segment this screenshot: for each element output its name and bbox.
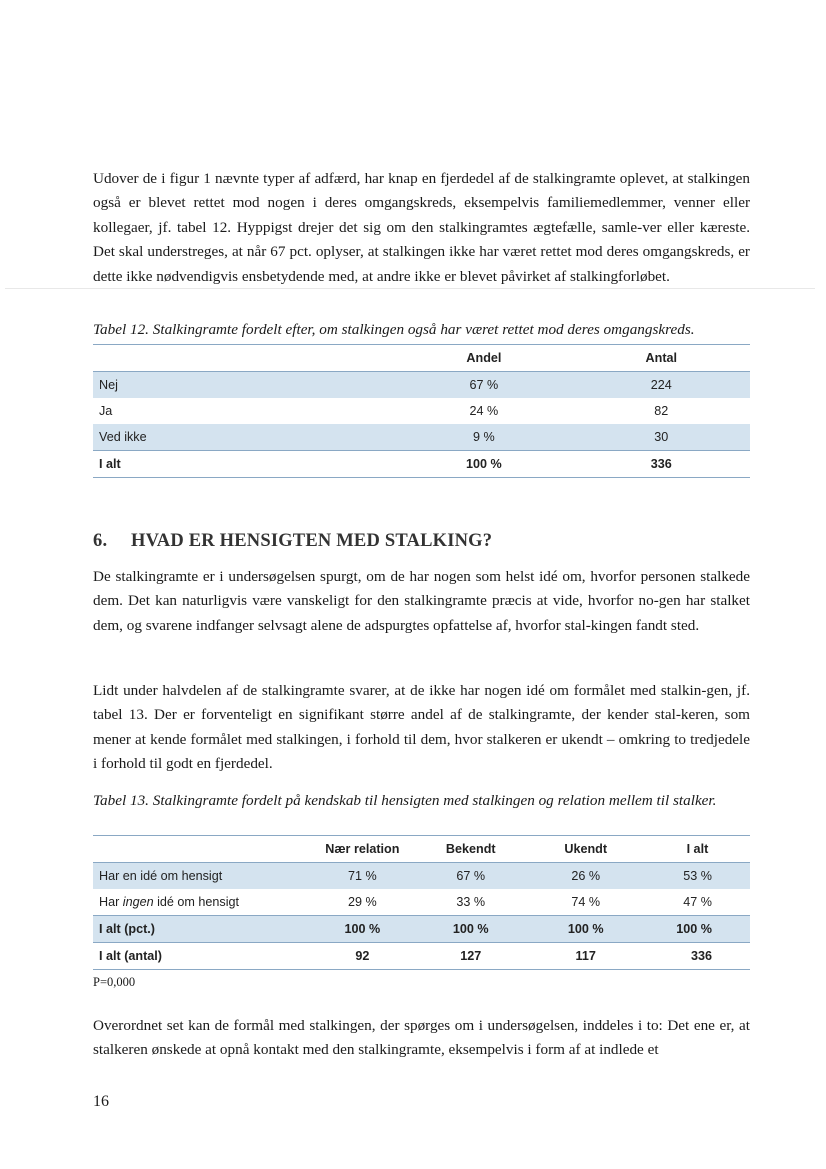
label-part: Har	[99, 895, 123, 909]
value-cell: 127	[415, 943, 527, 970]
row-label: Ved ikke	[93, 424, 395, 451]
value-cell: 47 %	[683, 895, 712, 909]
header-cell: Antal	[573, 345, 750, 372]
header-cell	[93, 345, 395, 372]
table13-significance-note: P=0,000	[93, 975, 136, 989]
section-heading	[93, 531, 492, 552]
andel-cell: 67 %	[395, 372, 572, 399]
paragraph-results: Lidt under halvdelen af de stalkingramte svarer, at de ikke har nogen idé om formålet med stalkin-gen, jf. tabel 13. Der er forventeligt en signifikant større andel af de stalkingramte, der kender stal-keren, som mener at kende formålet med stalkingen, i forhold til dem, hvor stalkeren er ukendt – omkring to tredjedele i forhold til godt en fjerdedel.	[93, 682, 750, 773]
header-cell	[93, 836, 310, 863]
table-header-row	[93, 345, 750, 372]
table-row	[93, 863, 750, 890]
value-cell: 67 %	[415, 863, 527, 890]
paragraph-intro: Udover de i figur 1 nævnte typer af adfærd, har knap en fjerdedel af de stalkingramte oplevet, at stalkingen også er blevet rettet mod nogen i deres omgangskreds, eksempelvis familiemedlemmer, venner eller kollegaer, jf. tabel 12. Hyppigst drejer det sig om den stalkingramtes ægtefælle, samle-ver eller kæreste. Det skal understreges, at når 67 pct. oplyser, at stalkingen ikke har været rettet mod deres omgangskreds, er dette ikke nødvendigvis ensbetydende med, at andre ikke er blevet påvirket af stalkingforløbet.	[93, 170, 750, 285]
value-cell: 71 %	[310, 863, 415, 890]
header-cell: Nær relation	[310, 836, 415, 863]
scan-artifact-line	[5, 288, 815, 289]
antal-cell: 82	[654, 404, 669, 418]
value-cell: 100 %	[645, 916, 750, 943]
label-emphasis: ingen	[122, 895, 154, 909]
section-title: HVAD ER HENSIGTEN MED STALKING?	[131, 531, 493, 551]
table-row	[93, 398, 750, 424]
value-cell: 26 %	[527, 863, 645, 890]
table-total-row	[93, 916, 750, 943]
row-label: Har en idé om hensigt	[93, 863, 310, 890]
label-part: idé om hensigt	[153, 895, 240, 909]
value-cell: 74 %	[571, 895, 601, 909]
table-row	[93, 424, 750, 451]
table13-caption: Tabel 13. Stalkingramte fordelt på kendskab til hensigten med stalkingen og relation mellem til stalker.	[93, 792, 717, 809]
value-cell: 53 %	[645, 863, 750, 890]
header-cell: Andel	[395, 345, 572, 372]
table-12	[93, 344, 750, 478]
table-total-row	[93, 943, 750, 970]
row-label	[93, 889, 310, 916]
row-label: Nej	[93, 372, 395, 399]
antal-cell: 30	[573, 424, 750, 451]
andel-cell: 24 %	[469, 404, 499, 418]
header-cell: I alt	[645, 836, 750, 863]
antal-cell: 336	[573, 451, 750, 478]
row-label: I alt (antal)	[93, 943, 310, 970]
antal-cell: 224	[573, 372, 750, 399]
table-13	[93, 835, 750, 970]
row-label: Ja	[99, 404, 113, 418]
table12-caption: Tabel 12. Stalkingramte fordelt efter, om stalkingen også har været rettet mod deres omgangskreds.	[93, 321, 695, 338]
paragraph-question: De stalkingramte er i undersøgelsen spurgt, om de har nogen som helst idé om, hvorfor personen stalkede dem. Det kan naturligvis være vanskeligt for den stalkingramte præcis at vide, hvorfor no-gen har stalket dem, og svarene indfanger selvsagt alene de adspurgtes opfattelse af, hvorfor stal-kingen fandt sted.	[93, 568, 750, 634]
header-cell: Bekendt	[415, 836, 527, 863]
table-header-row	[93, 836, 750, 863]
row-label: I alt (pct.)	[93, 916, 310, 943]
value-cell: 29 %	[347, 895, 377, 909]
table-total-row	[93, 451, 750, 478]
table-row	[93, 372, 750, 399]
value-cell: 100 %	[310, 916, 415, 943]
value-cell: 100 %	[415, 916, 527, 943]
value-cell: 336	[645, 943, 750, 970]
table-row	[93, 889, 750, 916]
andel-cell: 100 %	[395, 451, 572, 478]
paragraph-purposes: Overordnet set kan de formål med stalkingen, der spørges om i undersøgelsen, inddeles i to: Det ene er, at stalkeren ønskede at opnå kontakt med den stalkingramte, eksempelvis i form af at indlede et	[93, 1017, 750, 1059]
value-cell: 100 %	[527, 916, 645, 943]
value-cell: 92	[310, 943, 415, 970]
row-label: I alt	[93, 451, 395, 478]
section-number: 6.	[93, 531, 108, 551]
header-cell: Ukendt	[527, 836, 645, 863]
value-cell: 117	[527, 943, 645, 970]
andel-cell: 9 %	[395, 424, 572, 451]
page-number: 16	[93, 1093, 109, 1110]
value-cell: 33 %	[456, 895, 486, 909]
